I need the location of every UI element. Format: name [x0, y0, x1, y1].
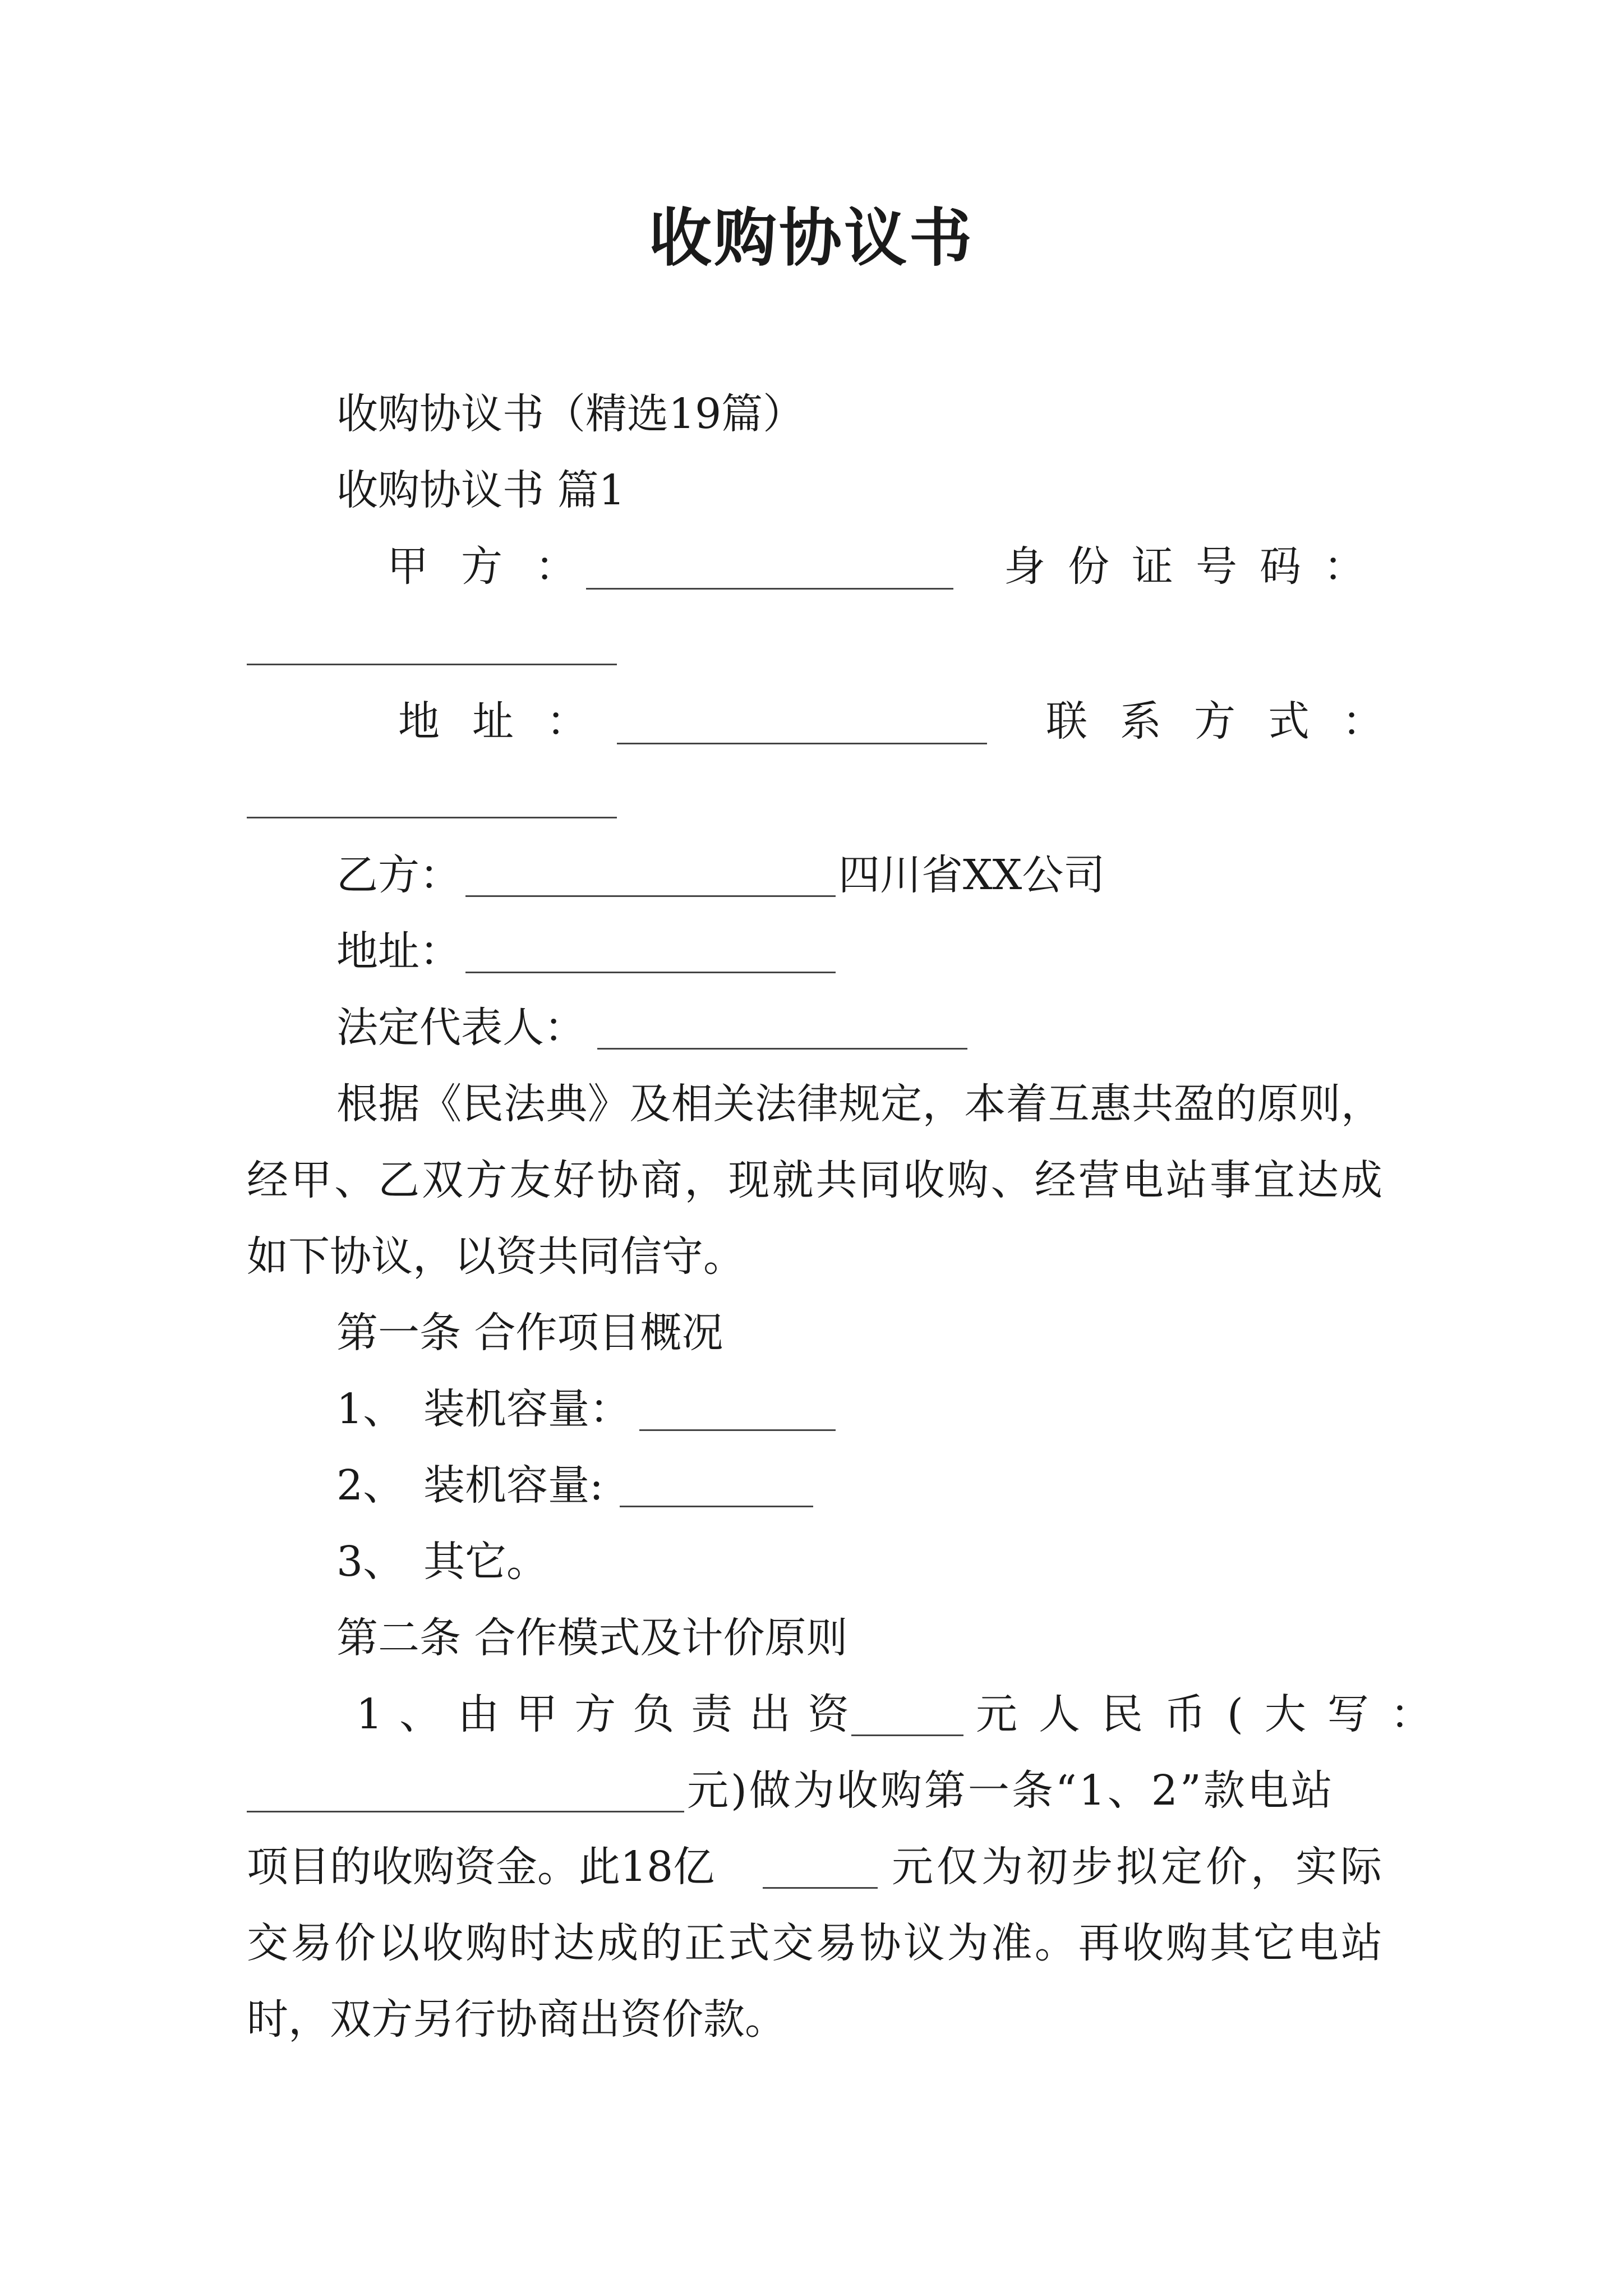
- intro-line-1: 根据《民法典》及相关法律规定，本着互惠共盈的原则，: [336, 1080, 1382, 1128]
- article-1-item-3-text: 其它。: [423, 1538, 548, 1586]
- party-a-address-label: 地址：: [398, 697, 620, 746]
- article-2-p1-line1-b: 元人民币(大写：: [976, 1690, 1453, 1738]
- legal-rep-blank: [597, 1048, 967, 1050]
- party-a-contact-label: 联系方式：: [1046, 697, 1416, 746]
- article-1-item-2-text: 装机容量:: [423, 1461, 603, 1510]
- subtitle: 收购协议书（精选19篇）: [336, 390, 805, 438]
- article-1-item-2-blank: [620, 1506, 813, 1507]
- article-2-p1-line4: 交易价以收购时达成的正式交易协议为准。再收购其它电站: [247, 1919, 1382, 1967]
- article-2-uppercase-blank: [247, 1811, 684, 1812]
- party-b-blank: [465, 895, 836, 897]
- party-a-id-label: 身份证号码：: [1004, 542, 1387, 591]
- article-2-p1-line1-a: 1、由甲方负责出资: [356, 1690, 866, 1738]
- party-a-id-blank: [247, 664, 617, 665]
- article-2-p1-line5: 时，双方另行协商出资价款。: [247, 1995, 786, 2044]
- article-2-p1-line3-b: 元仅为初步拟定价，实际: [892, 1843, 1385, 1891]
- article-1-item-1-blank: [639, 1429, 836, 1431]
- article-1-item-3-num: 3、: [336, 1538, 405, 1586]
- article-1-title: 第一条 合作项目概况: [336, 1309, 723, 1357]
- article-1-item-1-num: 1、: [336, 1385, 405, 1433]
- party-b-address-label: 地址：: [336, 927, 461, 976]
- party-a-label: 甲方：: [387, 542, 609, 591]
- intro-line-2: 经甲、乙双方友好协商，现就共同收购、经营电站事宜达成: [247, 1156, 1382, 1204]
- party-a-address-blank: [617, 743, 987, 744]
- article-2-title: 第二条 合作模式及计价原则: [336, 1614, 848, 1662]
- party-a-blank: [586, 588, 953, 590]
- party-b-label: 乙方：: [336, 851, 461, 899]
- article-2-p1-line2: 元)做为收购第一条“1、2”款电站: [687, 1766, 1335, 1815]
- article-1-item-2-num: 2、: [336, 1461, 405, 1510]
- article-2-amount-blank: [851, 1734, 963, 1736]
- section-heading: 收购协议书 篇1: [336, 466, 625, 514]
- intro-line-3: 如下协议，以资共同信守。: [247, 1232, 745, 1281]
- legal-rep-label: 法定代表人：: [336, 1004, 585, 1052]
- article-1-item-1-text: 装机容量：: [423, 1385, 631, 1433]
- party-a-contact-blank: [247, 817, 617, 818]
- party-b-address-blank: [465, 972, 836, 973]
- document-title: 收购协议书: [649, 201, 974, 275]
- article-2-price-blank: [763, 1887, 878, 1889]
- article-2-p1-line3-a: 项目的收购资金。此18亿: [247, 1843, 715, 1891]
- party-b-value: 四川省XX公司: [838, 851, 1105, 899]
